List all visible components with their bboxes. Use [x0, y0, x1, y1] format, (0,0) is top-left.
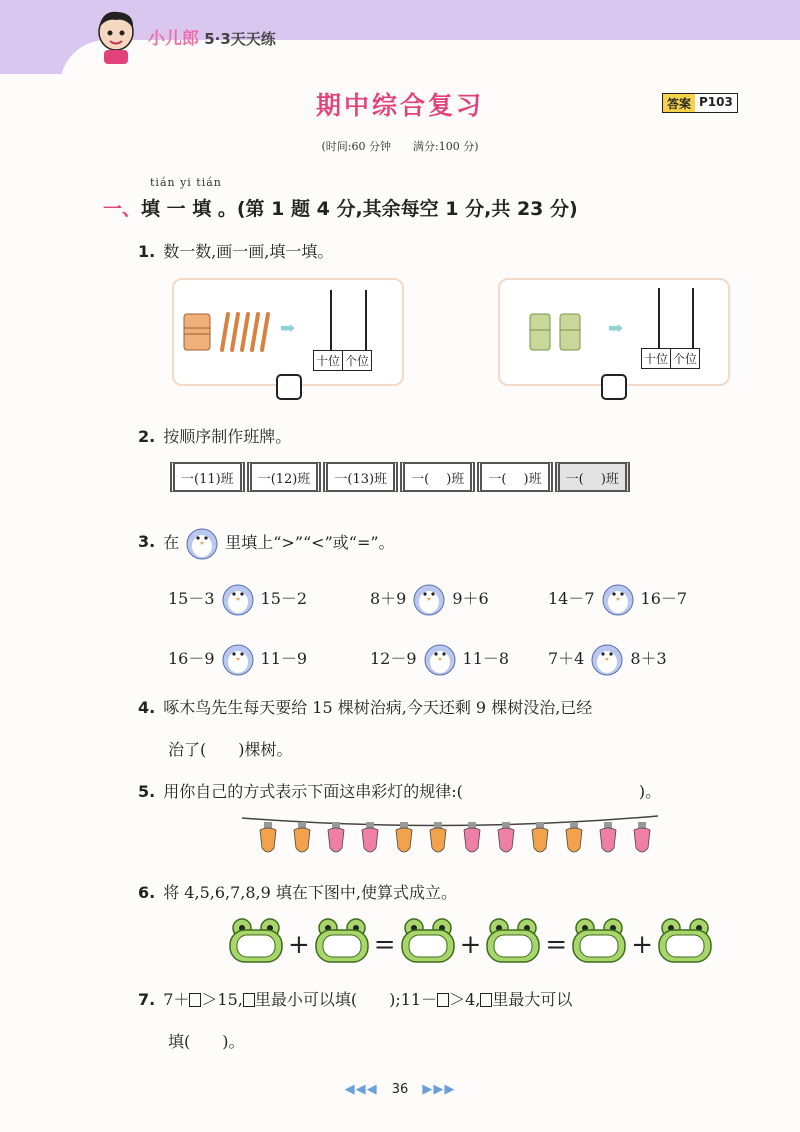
operator: +	[288, 929, 310, 960]
frog-box[interactable]	[657, 918, 713, 971]
section-text: 填 一 填 。(第 1 题 4 分,其余每空 1 分,共 23 分)	[141, 198, 578, 220]
question-3	[138, 522, 395, 560]
section-number: 一、	[103, 198, 142, 220]
cmp-right: 9＋6	[452, 588, 489, 608]
q5-number: 5.	[138, 782, 156, 801]
light-bulb	[566, 822, 582, 852]
brand	[148, 24, 276, 49]
light-bulb	[328, 822, 344, 852]
blank-square	[189, 993, 201, 1007]
comparison-item	[548, 578, 687, 616]
q7-part-e: 里最大可以	[492, 990, 573, 1009]
penguin-icon[interactable]	[218, 638, 258, 676]
q7-part-d: ＞4,	[449, 990, 481, 1009]
cmp-left: 7＋4	[548, 648, 585, 668]
abacus-rod-tens	[658, 288, 660, 350]
light-bulb	[260, 822, 276, 852]
ones-label: 个位	[342, 351, 371, 370]
operator: +	[631, 929, 653, 960]
class-sign-blank[interactable]: 一( )班	[477, 462, 552, 492]
q4-line1: 啄木鸟先生每天要给 15 棵树治病,今天还剩 9 棵树没治,已经	[163, 698, 593, 717]
class-sign: 一(11)班	[170, 462, 245, 492]
q6-text: 将 4,5,6,7,8,9 填在下图中,使算式成立。	[163, 883, 457, 902]
q3-number: 3.	[138, 531, 156, 551]
blank-square	[243, 993, 255, 1007]
abacus-rod-ones	[365, 290, 367, 350]
q6-number: 6.	[138, 883, 156, 902]
prev-arrows-icon: ◀◀◀	[344, 1082, 378, 1097]
comparison-item	[168, 638, 307, 676]
light-string	[240, 812, 660, 862]
q7-part-a: 7＋	[163, 990, 190, 1009]
next-arrows-icon: ▶▶▶	[422, 1082, 456, 1097]
blank-square	[437, 993, 449, 1007]
light-bulb	[430, 822, 446, 852]
answer-badge[interactable]	[662, 93, 738, 113]
light-bulb	[396, 822, 412, 852]
section-heading	[103, 194, 578, 221]
light-bulb	[362, 822, 378, 852]
comparison-item	[168, 578, 307, 616]
frog-box[interactable]	[485, 918, 541, 971]
arrow-right-icon: ➡	[608, 318, 624, 339]
boy-mascot-icon	[92, 8, 140, 66]
cmp-left: 16－9	[168, 648, 215, 668]
abacus-rod-ones	[692, 288, 694, 350]
light-bulb	[294, 822, 310, 852]
q7-number: 7.	[138, 990, 156, 1009]
q7-line2: 填( )。	[168, 1032, 245, 1051]
frog-box[interactable]	[571, 918, 627, 971]
q5-text: 用你自己的方式表示下面这串彩灯的规律:( )。	[163, 782, 662, 801]
question-1	[138, 239, 333, 262]
class-sign-blank[interactable]: 一( )班	[555, 462, 630, 492]
frog-box[interactable]	[400, 918, 456, 971]
question-7	[138, 987, 572, 1010]
light-bulb	[498, 822, 514, 852]
cmp-right: 16－7	[640, 588, 688, 608]
class-sign-blank[interactable]: 一( )班	[400, 462, 475, 492]
time-info: (时间:60 分钟 满分:100 分)	[321, 140, 479, 153]
light-bulb	[634, 822, 650, 852]
blank-square	[480, 993, 492, 1007]
penguin-icon[interactable]	[420, 638, 460, 676]
light-bulb	[600, 822, 616, 852]
cmp-left: 12－9	[370, 648, 417, 668]
cmp-left: 8＋9	[370, 588, 407, 608]
q7-part-b: ＞15,	[201, 990, 243, 1009]
place-value-box	[313, 350, 372, 371]
cmp-left: 15－3	[168, 588, 215, 608]
page-number: 36	[391, 1082, 409, 1097]
sticks-bundle-icon	[182, 310, 272, 354]
frog-equation	[228, 918, 713, 971]
q1-number: 1.	[138, 242, 156, 261]
ones-label: 个位	[670, 349, 699, 368]
tens-label: 十位	[644, 352, 669, 366]
class-sign: 一(12)班	[247, 462, 322, 492]
class-sign: 一(13)班	[323, 462, 398, 492]
question-2	[138, 424, 291, 447]
q3-text-before: 在	[163, 532, 180, 552]
q3-text-after: 里填上“>”“<”或“=”。	[225, 532, 395, 552]
question-4	[138, 695, 592, 718]
penguin-icon[interactable]	[409, 578, 449, 616]
q2-number: 2.	[138, 427, 156, 446]
q7-part-c: 里最小可以填( );11－	[254, 990, 438, 1009]
answer-box[interactable]	[276, 374, 302, 400]
comparison-item	[370, 578, 489, 616]
class-signs	[170, 462, 630, 492]
section-pinyin: tián yi tián	[150, 176, 222, 189]
operator: =	[545, 929, 568, 960]
answer-page: P103	[695, 94, 737, 112]
sticks-bundles-icon	[528, 310, 584, 354]
question-6	[138, 880, 457, 903]
q2-text: 按顺序制作班牌。	[163, 427, 292, 446]
operator: =	[373, 929, 396, 960]
arrow-right-icon: ➡	[280, 318, 296, 339]
operator: +	[459, 929, 482, 960]
tens-label: 十位	[316, 354, 341, 368]
cmp-right: 11－8	[462, 648, 510, 668]
answer-label: 答案	[663, 94, 695, 112]
q1-text: 数一数,画一画,填一填。	[163, 242, 334, 261]
question-5	[138, 779, 661, 802]
penguin-icon[interactable]	[587, 638, 627, 676]
penguin-icon[interactable]	[218, 578, 258, 616]
comparison-item	[370, 638, 509, 676]
page-title: 期中综合复习	[315, 91, 484, 120]
frog-box[interactable]	[314, 918, 370, 971]
page-footer	[0, 1082, 800, 1097]
cmp-left: 14－7	[548, 588, 595, 608]
cmp-right: 11－9	[260, 648, 308, 668]
cmp-right: 15－2	[260, 588, 308, 608]
brand-series: 5·3天天练	[204, 30, 276, 48]
comparison-item	[548, 638, 667, 676]
frog-box[interactable]	[228, 918, 284, 971]
light-bulb	[532, 822, 548, 852]
abacus-rod-tens	[330, 290, 332, 350]
answer-box[interactable]	[601, 374, 627, 400]
q4-line2: 治了( )棵树。	[168, 740, 293, 759]
q4-number: 4.	[138, 698, 156, 717]
brand-name: 小儿郎	[148, 29, 199, 49]
penguin-icon[interactable]	[598, 578, 638, 616]
place-value-box	[641, 348, 700, 369]
cmp-right: 8＋3	[630, 648, 667, 668]
penguin-icon	[182, 522, 222, 560]
light-bulb	[464, 822, 480, 852]
